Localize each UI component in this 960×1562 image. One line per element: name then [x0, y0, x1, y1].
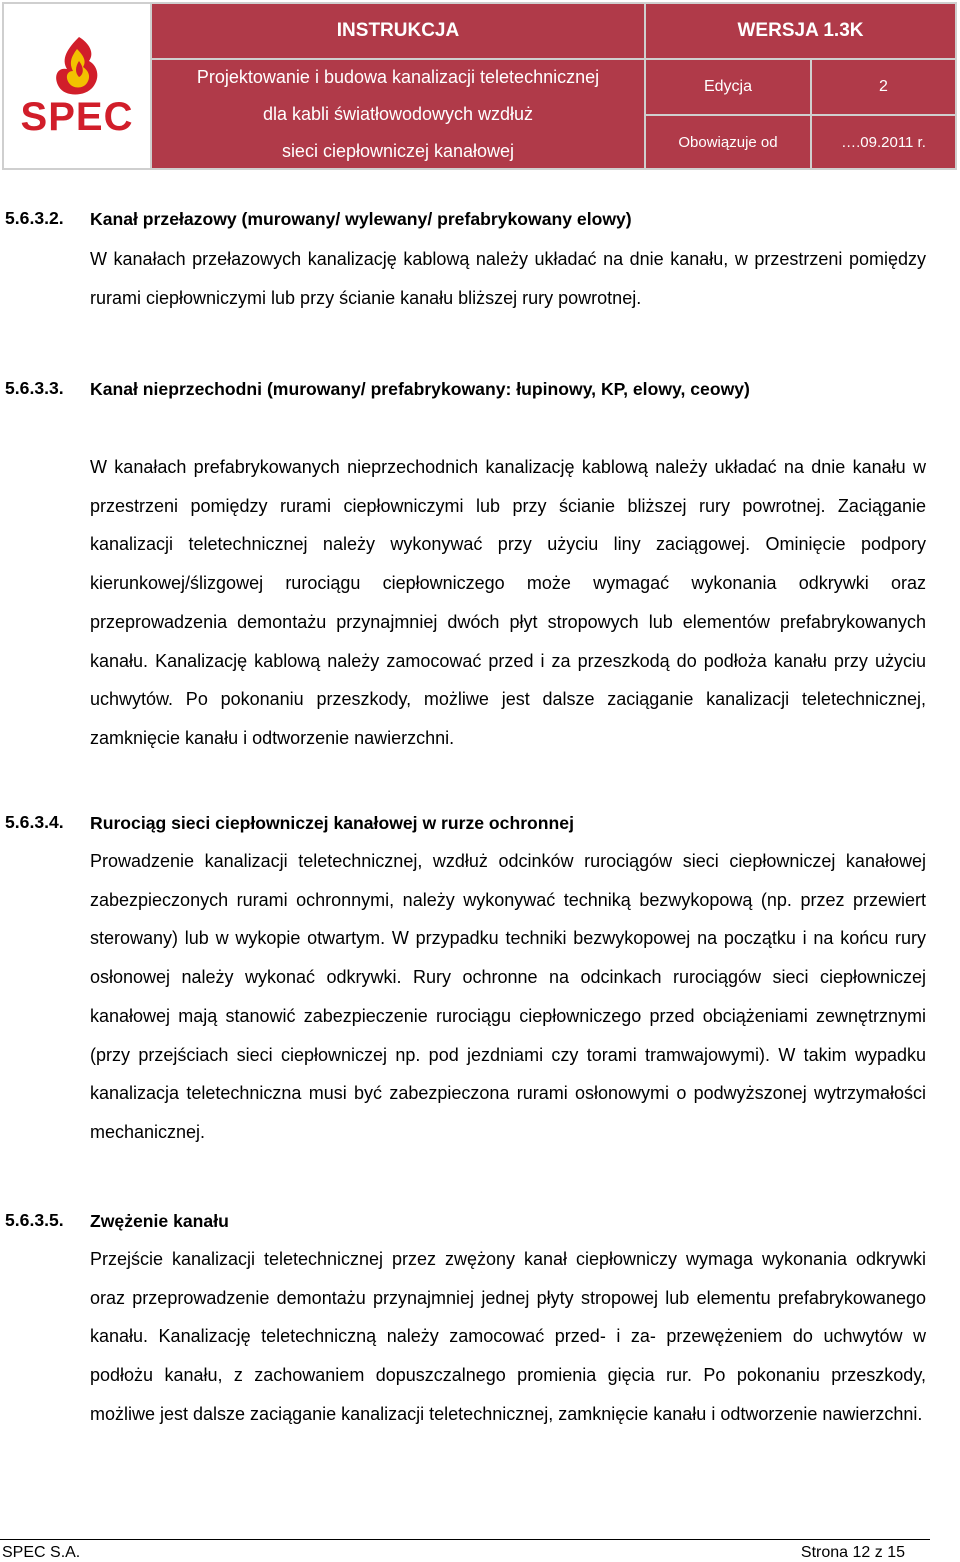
- footer-divider: [0, 1539, 930, 1540]
- edition-value: 2: [810, 58, 957, 116]
- flame-icon: [17, 31, 137, 101]
- section-paragraph: Prowadzenie kanalizacji teletechnicznej, wzdłuż odcinków rurociągów sieci ciepłowniczej kanałowej zabezpieczonych rurami ochronnymi, należy wykonywać techniką bezwykopową (np. przez przewiert sterowany) lub w wykopie otwartym. W przypadku techniki bezwykopowej na początku i na końcu rury osłonowej należy wykonać odkrywki. Rury ochronne na odcinkach rurociągów sieci ciepłowniczej kanałowej mają stanowić zabezpieczenie rurociągu ciepłowniczego przed obciążeniami zewnętrznymi (przy przejściach sieci ciepłowniczej np. pod jezdniami czy torami tramwajowymi). W takim wypadku kanalizacja teletechniczna musi być zabezpieczona rurami osłonowymi o podwyższonej wytrzymałości mechanicznej.: [90, 851, 926, 1142]
- section-number: 5.6.3.3.: [5, 378, 64, 398]
- logo-wordmark: SPEC: [20, 95, 134, 139]
- footer-company: SPEC S.A.: [2, 1544, 81, 1561]
- section-number: 5.6.3.2.: [5, 208, 64, 228]
- page-number: Strona 12 z 15: [800, 1544, 905, 1561]
- section-heading: Zwężenie kanału: [90, 1211, 229, 1231]
- logo-cell: [2, 2, 152, 170]
- section-paragraph: Przejście kanalizacji teletechnicznej przez zwężony kanał ciepłowniczy wymaga wykonania odkrywki oraz przeprowadzenie demontażu przynajmniej jednej płyty stropowej lub elementu prefabrykowanego kanału. Kanalizację teletechniczną należy zamocować przed- i za- przewężeniem do uchwytów w podłożu kanału, z zachowaniem dopuszczalnego promienia gięcia rur. Po pokonaniu przeszkody, możliwe jest dalsze zaciąganie kanalizacji teletechnicznej, zamknięcie kanału i odtworzenie nawierzchni.: [90, 1249, 926, 1424]
- title-line: Projektowanie i budowa kanalizacji teletechnicznej: [196, 66, 600, 87]
- section-heading: Kanał nieprzechodni (murowany/ prefabrykowany: łupinowy, KP, elowy, ceowy): [90, 379, 750, 399]
- document-header: [2, 2, 957, 170]
- section-number: 5.6.3.5.: [5, 1210, 64, 1230]
- section-number: 5.6.3.4.: [5, 812, 64, 832]
- document-title: [150, 58, 646, 170]
- valid-from-label: Obowiązuje od: [644, 114, 812, 170]
- section-heading: Kanał przełazowy (murowany/ wylewany/ prefabrykowany elowy): [90, 209, 632, 229]
- section-paragraph: W kanałach przełazowych kanalizację kablową należy układać na dnie kanału, w przestrzeni pomiędzy rurami ciepłowniczymi lub przy ścianie kanału bliższej rury powrotnej.: [90, 249, 926, 308]
- edition-label: Edycja: [644, 58, 812, 116]
- title-line: sieci ciepłowniczej kanałowej: [281, 140, 515, 161]
- section-heading: Rurociąg sieci ciepłowniczej kanałowej w rurze ochronnej: [90, 813, 574, 833]
- document-type: INSTRUKCJA: [150, 2, 646, 60]
- section-paragraph: W kanałach prefabrykowanych nieprzechodnich kanalizację kablową należy układać na dnie kanału w przestrzeni pomiędzy rurami ciepłowniczymi lub przy ścianie bliższej rury powrotnej. Zaciąganie kanalizacji teletechnicznej należy wykonywać przy użyciu liny zaciągowej. Ominięcie podpory kierunkowej/ślizgowej rurociągu ciepłowniczego może wymagać wykonania odkrywki oraz przeprowadzenia demontażu przynajmniej dwóch płyt stropowych lub elementów prefabrykowanych kanału. Kanalizację kablową należy zamocować przed i za przeszkodą do podłoża kanału przy użyciu uchwytów. Po pokonaniu przeszkody, możliwe jest dalsze zaciąganie kanalizacji teletechnicznej, zamknięcie kanału i odtworzenie nawierzchni.: [90, 457, 926, 748]
- valid-from-value: ….09.2011 r.: [810, 114, 957, 170]
- title-line: dla kabli światłowodowych wzdłuż: [262, 103, 534, 124]
- document-version: WERSJA 1.3K: [644, 2, 957, 60]
- spec-logo: [17, 31, 137, 141]
